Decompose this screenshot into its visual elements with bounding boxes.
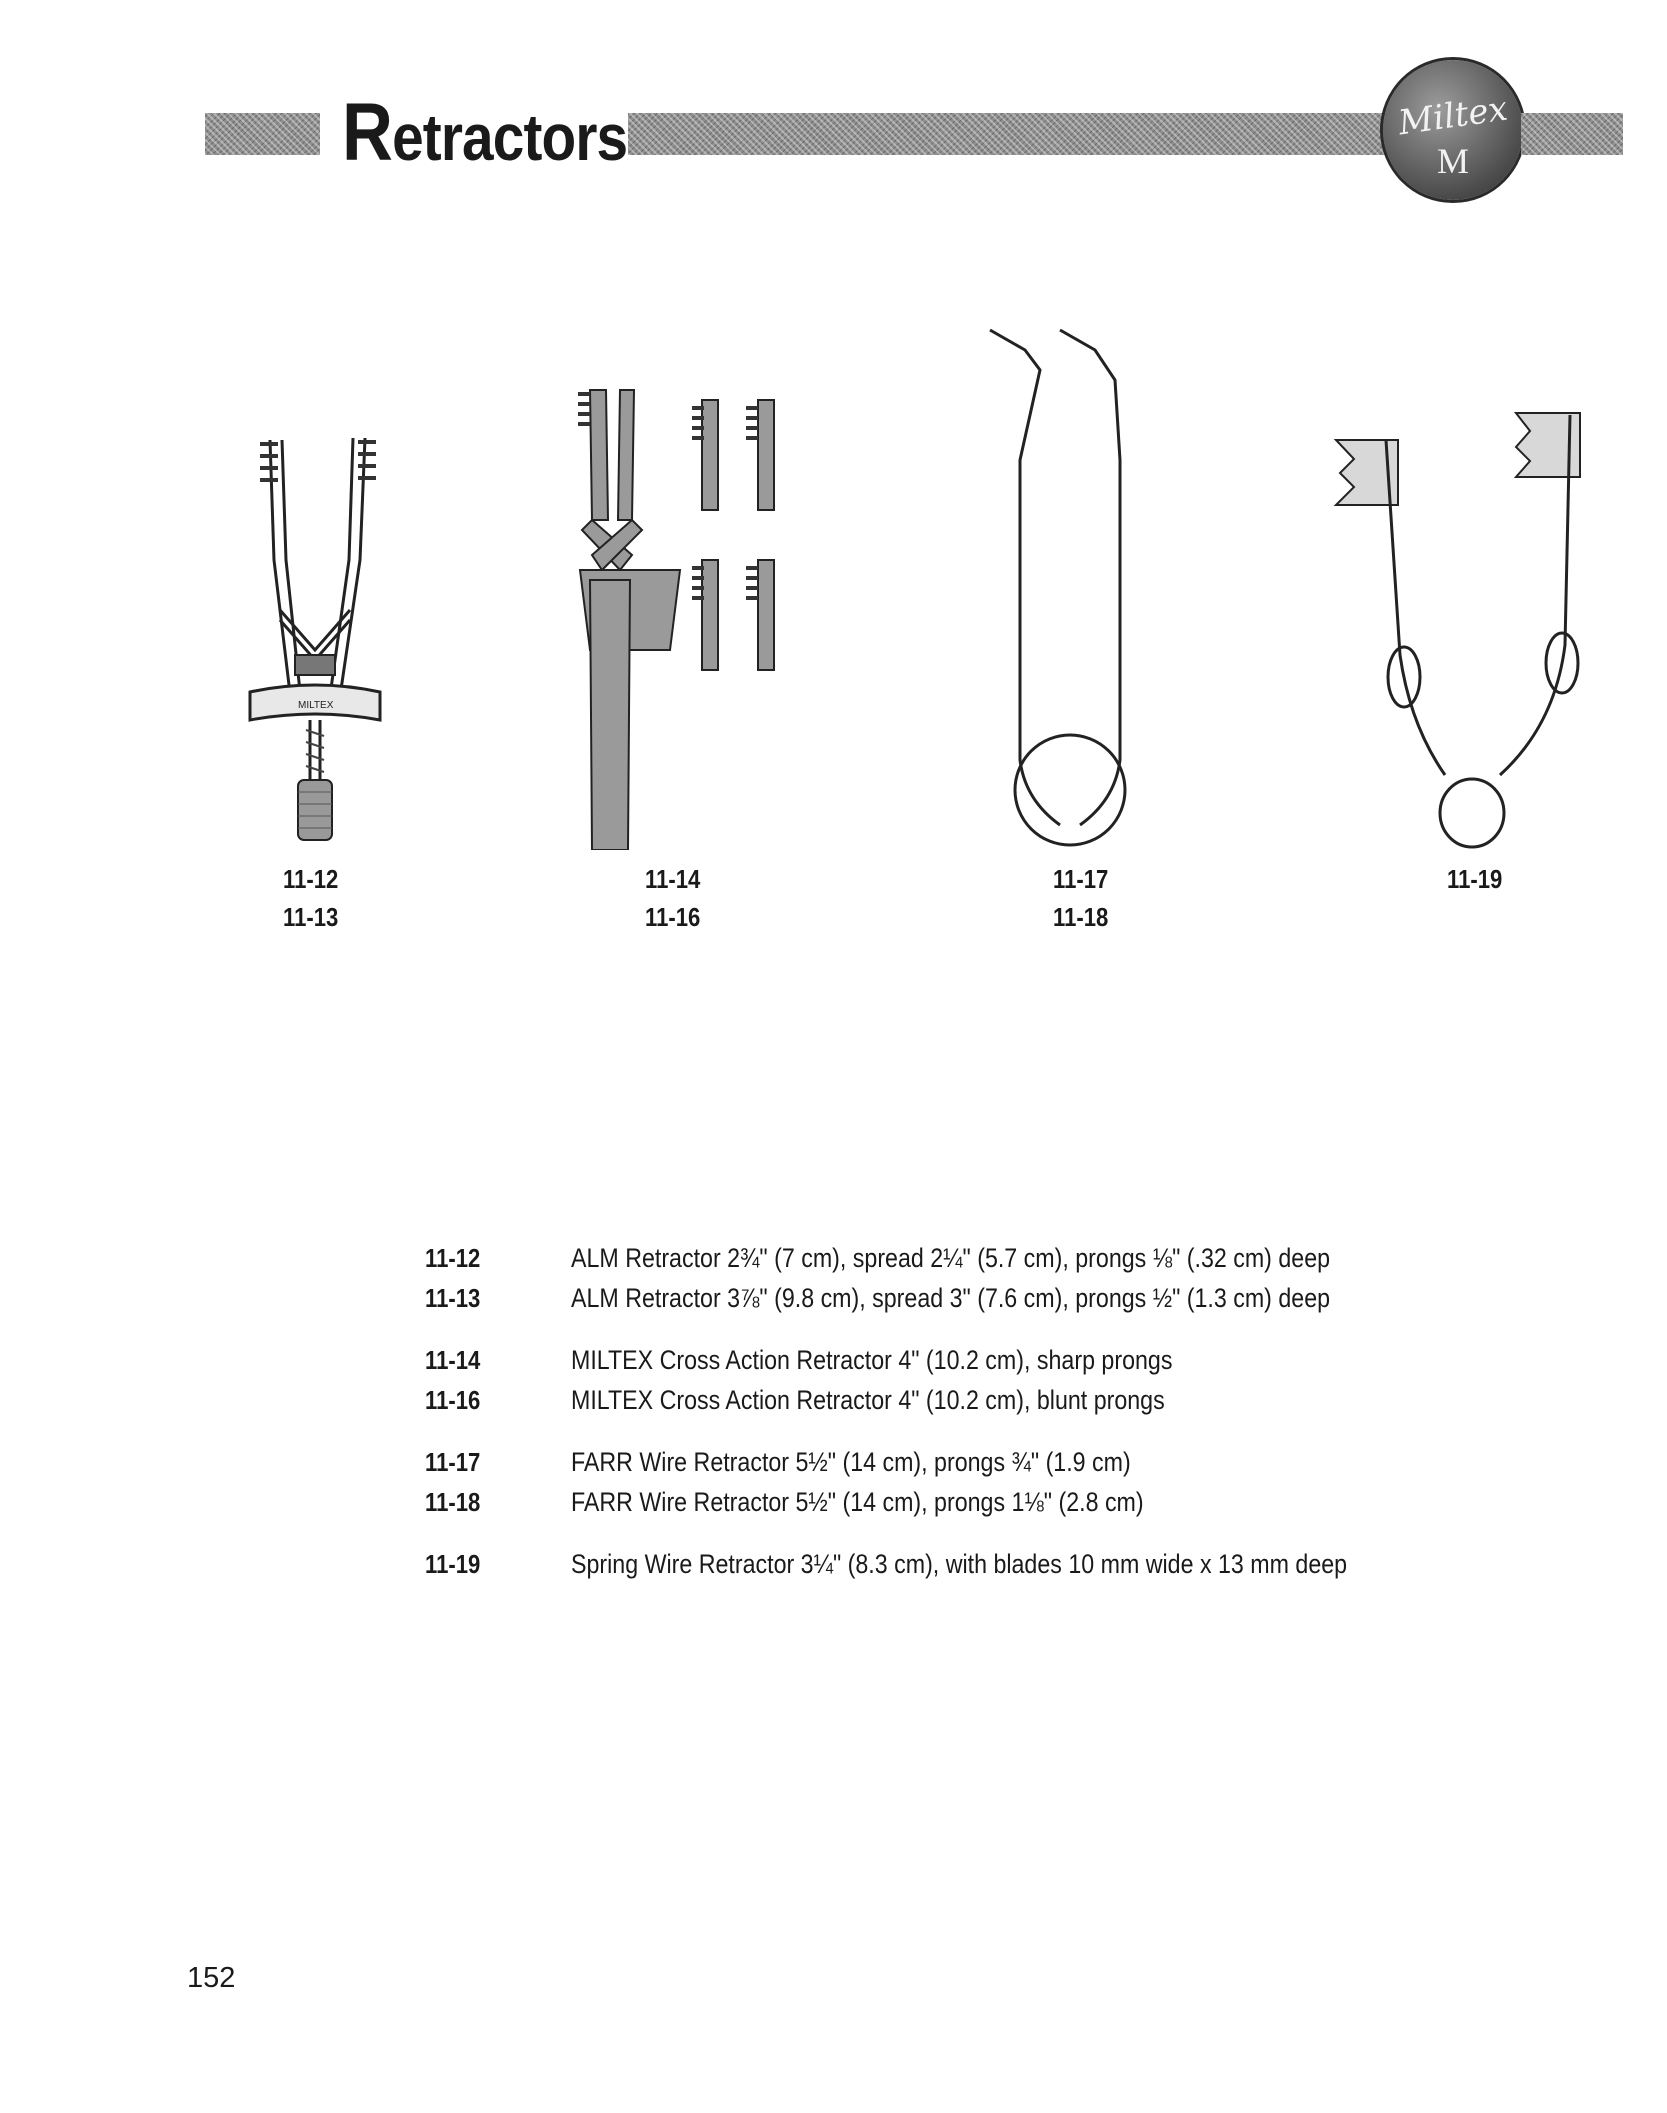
logo-letter: M [1436,141,1469,181]
item-code: 11-12 [425,1243,481,1273]
item-code: 11-13 [425,1283,481,1313]
item-code: 11-16 [425,1385,481,1415]
cross-action-retractor-illustration [570,380,800,850]
figure-label: 11-19 [1447,864,1503,894]
alm-retractor-illustration [240,420,390,850]
item-code: 11-18 [425,1487,481,1517]
figure-engraving: MILTEX [298,700,334,711]
figure-labels-2 [645,860,700,936]
item-description: MILTEX Cross Action Retractor 4" (10.2 cm), sharp prongs [571,1345,1173,1375]
item-description: Spring Wire Retractor 3¼" (8.3 cm), with blades 10 mm wide x 13 mm deep [571,1549,1348,1579]
figure-label: 11-14 [645,864,701,894]
figure-label: 11-17 [1053,864,1109,894]
item-code: 11-14 [425,1345,481,1375]
header-bar-middle [628,113,1391,155]
spring-wire-retractor-illustration [1330,395,1590,855]
item-description: MILTEX Cross Action Retractor 4" (10.2 cm), blunt prongs [571,1385,1165,1415]
page-title-initial: R [342,87,393,178]
item-description: FARR Wire Retractor 5½" (14 cm), prongs ¾" (1.9 cm) [571,1447,1131,1477]
logo-script: Miltex [1395,88,1511,144]
page-title [342,87,628,178]
figure-label: 11-13 [283,902,339,932]
header-bar-right [1521,113,1623,155]
item-code: 11-19 [425,1549,481,1579]
page-number: 152 [187,1962,236,1994]
header-bar-left [205,113,320,155]
miltex-logo [1383,60,1523,200]
figure-labels-4 [1447,860,1502,898]
item-description: FARR Wire Retractor 5½" (14 cm), prongs 1⅛" (2.8 cm) [571,1487,1144,1517]
page-title-rest: etractors [392,100,628,174]
figure-labels-3 [1053,860,1108,936]
figure-label: 11-18 [1053,902,1109,932]
item-description: ALM Retractor 2¾" (7 cm), spread 2¼" (5.7 cm), prongs ⅛" (.32 cm) deep [571,1243,1331,1273]
farr-wire-retractor-illustration [985,320,1205,850]
item-code: 11-17 [425,1447,481,1477]
figure-labels-1 [283,860,338,936]
figure-label: 11-16 [645,902,701,932]
item-description: ALM Retractor 3⅞" (9.8 cm), spread 3" (7.6 cm), prongs ½" (1.3 cm) deep [571,1283,1331,1313]
figure-label: 11-12 [283,864,339,894]
